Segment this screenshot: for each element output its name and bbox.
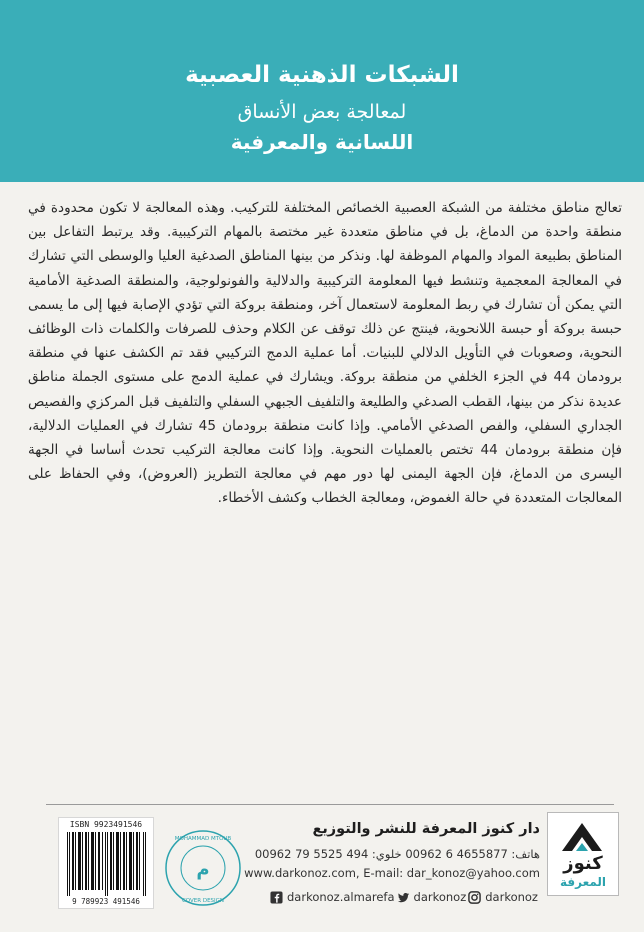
back-cover-blurb: تعالج مناطق مختلفة من الشبكة العصبية الخصائص المختلفة للتركيب. وهذه المعالجة لا تكون محدودة في منطقة واحدة من الدماغ، بل في مناطق متعددة غير مختصة بالمهام التركيبية. وقد يرتبط التفاعل بين المناطق بطبيعة المواد والمهام الموظفة لها. ونذكر من بينها المناطق الصدغية العليا والوسطى التي تشارك في المعالجة المعجمية وتنشط فيها المعلومة التركيبية والدلالية والفونولوجية، والمنطقة الصدغية الأمامية التي يمكن أن تشارك في ربط المعلومة لاستعمال آخر، ومنطقة بروكة التي تؤدي الإصابة فيها إلى ما يسمى حبسة بروكة أو حبسة اللانحوية، فينتج عن ذلك توقف عن الكلام وحذف للصرفات والكلمات ذات الوظائف النحوية، وصعوبات في التأويل الدلالي للبنيات. أما عملية الدمج التركيبي فقد تم الكشف عنها في منطقة برودمان 44 في الجزء الخلفي من منطقة بروكة. ويشارك في عملية الدمج على مستوى الجملة مناطق عديدة نذكر من بينها، القطب الصدغي والطليعة والتلفيف الجبهي السفلي والتلفيف قبل المركزي والفصيص الجداري السفلي، والفص الصدغي الأمامي. وإذا كانت منطقة برودمان 45 تشارك في العمليات الدلالية، فإن منطقة برودمان 44 تختص بالعمليات النحوية. وإذا كانت معالجة التركيب تحدث أساسا في الجهة اليسرى من الدماغ، فإن الجهة اليمنى لها دور مهم في معالجة التطريز (العروض)، وفي الحفاظ على المعالجات المتعددة في حالة الغموض، ومعالجة الخطاب وكشف الأخطاء. xyxy=(28,200,622,507)
facebook-icon xyxy=(270,891,283,904)
book-title: الشبكات الذهنية العصبية xyxy=(185,62,459,88)
svg-text:COVER DESIGN: COVER DESIGN xyxy=(181,898,225,904)
twitter-icon xyxy=(397,891,410,904)
instagram-icon xyxy=(468,891,481,904)
title-band xyxy=(0,0,644,182)
publisher-phones: هاتف: 4655877 6 00962 خلوي: 494 5525 79 00962 xyxy=(254,847,540,861)
publisher-web-email: www.darkonoz.com, E-mail: dar_konoz@yahoo.com xyxy=(244,866,540,880)
isbn-label: ISBN 9923491546 xyxy=(69,820,143,829)
barcode xyxy=(65,832,149,896)
social-twitter[interactable] xyxy=(397,890,467,904)
publisher-name: دار كنوز المعرفة للنشر والتوزيع xyxy=(312,821,540,837)
book-subtitle-line-2: اللسانية والمعرفية xyxy=(230,130,414,154)
isbn-block xyxy=(58,817,154,909)
instagram-handle: darkonoz xyxy=(485,890,538,904)
svg-text:MOHAMMAD MTOUB: MOHAMMAD MTOUB xyxy=(174,836,232,842)
barcode-digits: 9 789923 491546 xyxy=(72,897,140,906)
publisher-logo xyxy=(547,812,619,896)
cover-design-seal xyxy=(163,828,243,908)
footer-divider xyxy=(46,804,614,805)
logo-word-main: كنوز xyxy=(563,853,603,874)
svg-text:م: م xyxy=(196,859,210,880)
social-links xyxy=(270,888,538,906)
social-instagram[interactable] xyxy=(468,890,538,904)
book-subtitle-line-1: لمعالجة بعض الأنساق xyxy=(237,101,407,123)
twitter-handle: darkonoz xyxy=(413,890,467,904)
social-facebook[interactable] xyxy=(270,890,395,904)
logo-word-sub: المعرفة xyxy=(559,875,607,889)
logo-mountain-icon xyxy=(562,821,602,853)
facebook-handle: darkonoz.almarefa xyxy=(287,890,395,904)
